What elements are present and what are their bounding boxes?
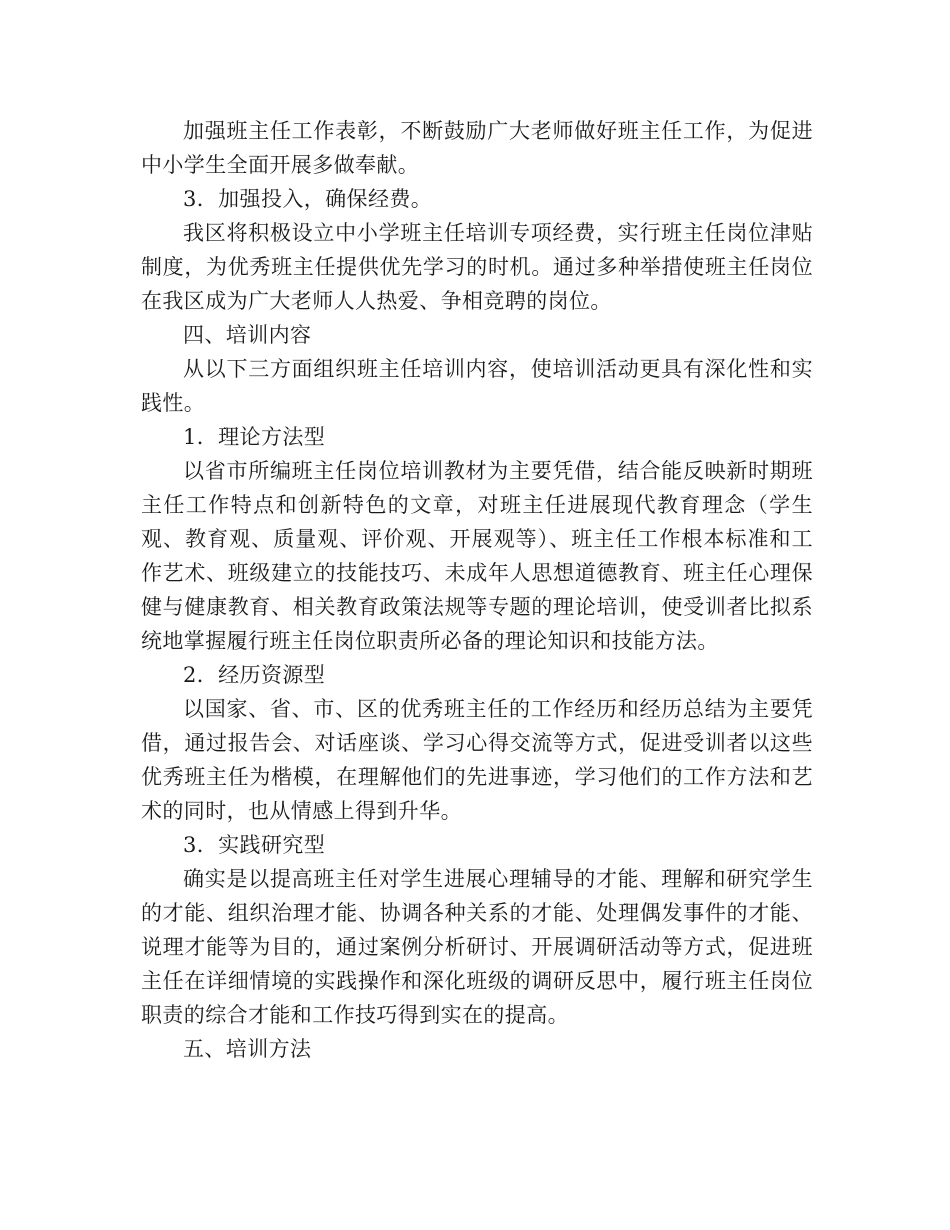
section-heading-training-content: 四、培训内容 [183,323,312,347]
heading-experience-resource: 2．经历资源型 [183,663,326,687]
paragraph-funding: 我区将积极设立中小学班主任培训专项经费，实行班主任岗位津贴制度，为优秀班主任提供优先学习的时机。通过多种举措使班主任岗位在我区成为广大老师人人热爱、争相竞聘的岗位。 [141,221,813,313]
paragraph-practice-research: 确实是以提高班主任对学生进展心理辅导的才能、理解和研究学生的才能、组织治理才能、协调各种关系的才能、处理偶发事件的才能、说理才能等为目的，通过案例分析研讨、开展调研活动等方式，促进班主任在详细情境的实践操作和深化班级的调研反思中，履行班主任岗位职责的综合才能和工作技巧得到实在的提高。 [141,867,813,1027]
document-page [141,114,813,1066]
heading-funding: 3．加强投入，确保经费。 [183,187,433,211]
section-heading-training-method: 五、培训方法 [183,1037,312,1061]
heading-theory-method: 1．理论方法型 [183,425,326,449]
paragraph-commendation: 加强班主任工作表彰，不断鼓励广大老师做好班主任工作，为促进中小学生全面开展多做奉献。 [141,119,813,177]
paragraph-training-content-intro: 从以下三方面组织班主任培训内容，使培训活动更具有深化性和实践性。 [141,357,813,415]
heading-practice-research: 3．实践研究型 [183,833,326,857]
paragraph-theory-method: 以省市所编班主任岗位培训教材为主要凭借，结合能反映新时期班主任工作特点和创新特色的文章，对班主任进展现代教育理念（学生观、教育观、质量观、评价观、开展观等）、班主任工作根本标准和工作艺术、班级建立的技能技巧、未成年人思想道德教育、班主任心理保健与健康教育、相关教育政策法规等专题的理论培训，使受训者比拟系统地掌握履行班主任岗位职责所必备的理论知识和技能方法。 [141,459,813,653]
paragraph-experience-resource: 以国家、省、市、区的优秀班主任的工作经历和经历总结为主要凭借，通过报告会、对话座谈、学习心得交流等方式，促进受训者以这些优秀班主任为楷模，在理解他们的先进事迹，学习他们的工作方法和艺术的同时，也从情感上得到升华。 [141,697,813,823]
